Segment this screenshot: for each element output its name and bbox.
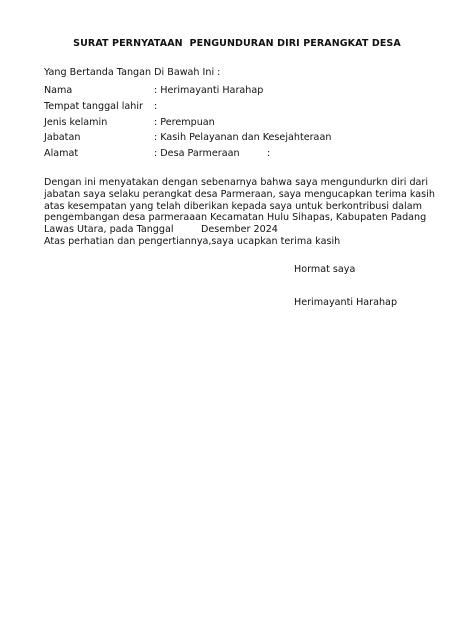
paragraph-line: Lawas Utara, pada Tanggal Desember 2024 bbox=[44, 224, 278, 236]
paragraph-line: atas kesempatan yang telah diberikan kepada saya untuk berkontribusi dalam bbox=[44, 200, 422, 212]
paragraph-line: jabatan saya selaku perangkat desa Parmeraan, saya mengucapkan terima kasih bbox=[44, 188, 435, 200]
field-value-nama: : Herimayanti Harahap bbox=[154, 85, 264, 96]
field-label-alamat: Alamat bbox=[44, 148, 79, 159]
signer-name: Herimayanti Harahap bbox=[294, 297, 398, 308]
closing-text: Atas perhatian dan pengertiannya,saya ucapkan terima kasih bbox=[44, 236, 341, 247]
document-title: SURAT PERNYATAAN PENGUNDURAN DIRI PERANGKAT DESA bbox=[73, 38, 401, 49]
intro-text: Yang Bertanda Tangan Di Bawah Ini : bbox=[44, 67, 221, 78]
statement-paragraph bbox=[44, 177, 444, 236]
regards-text: Hormat saya bbox=[294, 264, 356, 275]
field-value-alamat: : Desa Parmeraan : bbox=[154, 148, 271, 159]
field-label-nama: Nama bbox=[44, 85, 73, 96]
field-label-jenis-kelamin: Jenis kelamin bbox=[44, 117, 108, 128]
field-value-jabatan: : Kasih Pelayanan dan Kesejahteraan bbox=[154, 132, 332, 143]
paragraph-line: Dengan ini menyatakan dengan sebenarnya bahwa saya mengundurkn diri dari bbox=[44, 177, 429, 188]
field-value-jenis-kelamin: : Perempuan bbox=[154, 117, 215, 128]
paragraph-line: pengembangan desa parmeraaan Kecamatan Hulu Sihapas, Kabupaten Padang bbox=[44, 212, 427, 224]
field-label-jabatan: Jabatan bbox=[44, 132, 81, 143]
field-value-tempat-tanggal-lahir: : bbox=[154, 101, 158, 112]
field-label-tempat-tanggal-lahir: Tempat tanggal lahir bbox=[44, 101, 143, 112]
